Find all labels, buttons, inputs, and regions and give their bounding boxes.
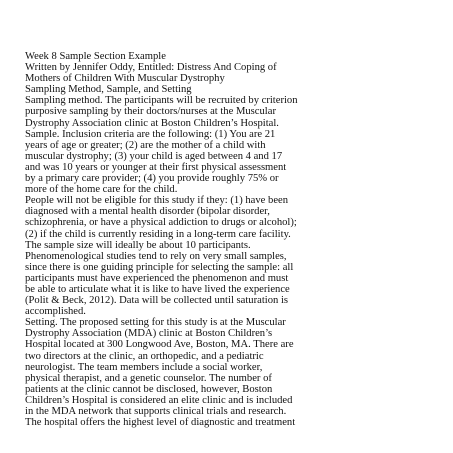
text-line: Dystrophy Association clinic at Boston Children’s Hospital.	[25, 117, 279, 129]
text-line: Hospital located at 300 Longwood Ave, Boston, MA. There are	[25, 339, 294, 351]
text-line: purposive sampling by their doctors/nurses at the Muscular	[25, 106, 276, 118]
text-line: The hospital offers the highest level of diagnostic and treatment	[25, 417, 296, 429]
text-line: accomplished.	[25, 306, 86, 318]
text-line: Setting. The proposed setting for this study is at the Muscular	[25, 317, 286, 329]
text-line: neurologist. The team members include a social worker,	[25, 361, 263, 373]
text-line: Children’s Hospital is considered an elite clinic and is included	[25, 394, 293, 406]
text-line: since there is one guiding principle for selecting the sample: all	[25, 261, 294, 273]
text-line: participants must have experienced the phenomenon and must	[25, 272, 289, 284]
text-line: by a primary care provider; (4) you provide roughly 75% or	[25, 173, 279, 185]
document-body	[25, 51, 445, 428]
text-line: Sampling method. The participants will be recruited by criterion	[25, 95, 298, 107]
author-line: Written by Jennifer Oddy, Entitled: Distress And Coping of	[25, 62, 277, 74]
text-line: diagnosed with a mental health disorder (bipolar disorder,	[25, 206, 270, 218]
section-heading: Sampling Method, Sample, and Setting	[25, 84, 192, 96]
text-line: in the MDA network that supports clinical trials and research.	[25, 406, 287, 417]
text-line: years of age or greater; (2) are the mother of a child with	[25, 139, 266, 151]
text-line: two directors at the clinic, an orthopedic, and a pediatric	[25, 350, 264, 362]
text-line: and was 10 years or younger at their first physical assessment	[25, 161, 287, 173]
text-line: (Polit & Beck, 2012). Data will be collected until saturation is	[25, 295, 289, 307]
text-line: muscular dystrophy; (3) your child is aged between 4 and 17	[25, 150, 283, 162]
text-line: The sample size will ideally be about 10 participants.	[25, 239, 251, 251]
text-line: People will not be eligible for this study if they: (1) have been	[25, 195, 289, 207]
text-line: schizophrenia, or have a physical addiction to drugs or alcohol);	[25, 217, 297, 229]
text-line: physical therapist, and a genetic counselor. The number of	[25, 372, 272, 384]
text-line: be able to articulate what it is like to have lived the experience	[25, 283, 290, 295]
text-line: Sample. Inclusion criteria are the following: (1) You are 21	[25, 128, 276, 140]
document-title: Week 8 Sample Section Example	[25, 51, 166, 62]
text-line: Phenomenological studies tend to rely on very small samples,	[25, 250, 287, 262]
text-line: patients at the clinic cannot be disclosed, however, Boston	[25, 383, 273, 395]
author-line-continued: Mothers of Children With Muscular Dystrophy	[25, 73, 225, 85]
text-line: Dystrophy Association (MDA) clinic at Boston Children’s	[25, 328, 273, 340]
text-line: more of the home care for the child.	[25, 184, 178, 196]
text-line: (2) if the child is currently residing in a long-term care facility.	[25, 228, 291, 240]
